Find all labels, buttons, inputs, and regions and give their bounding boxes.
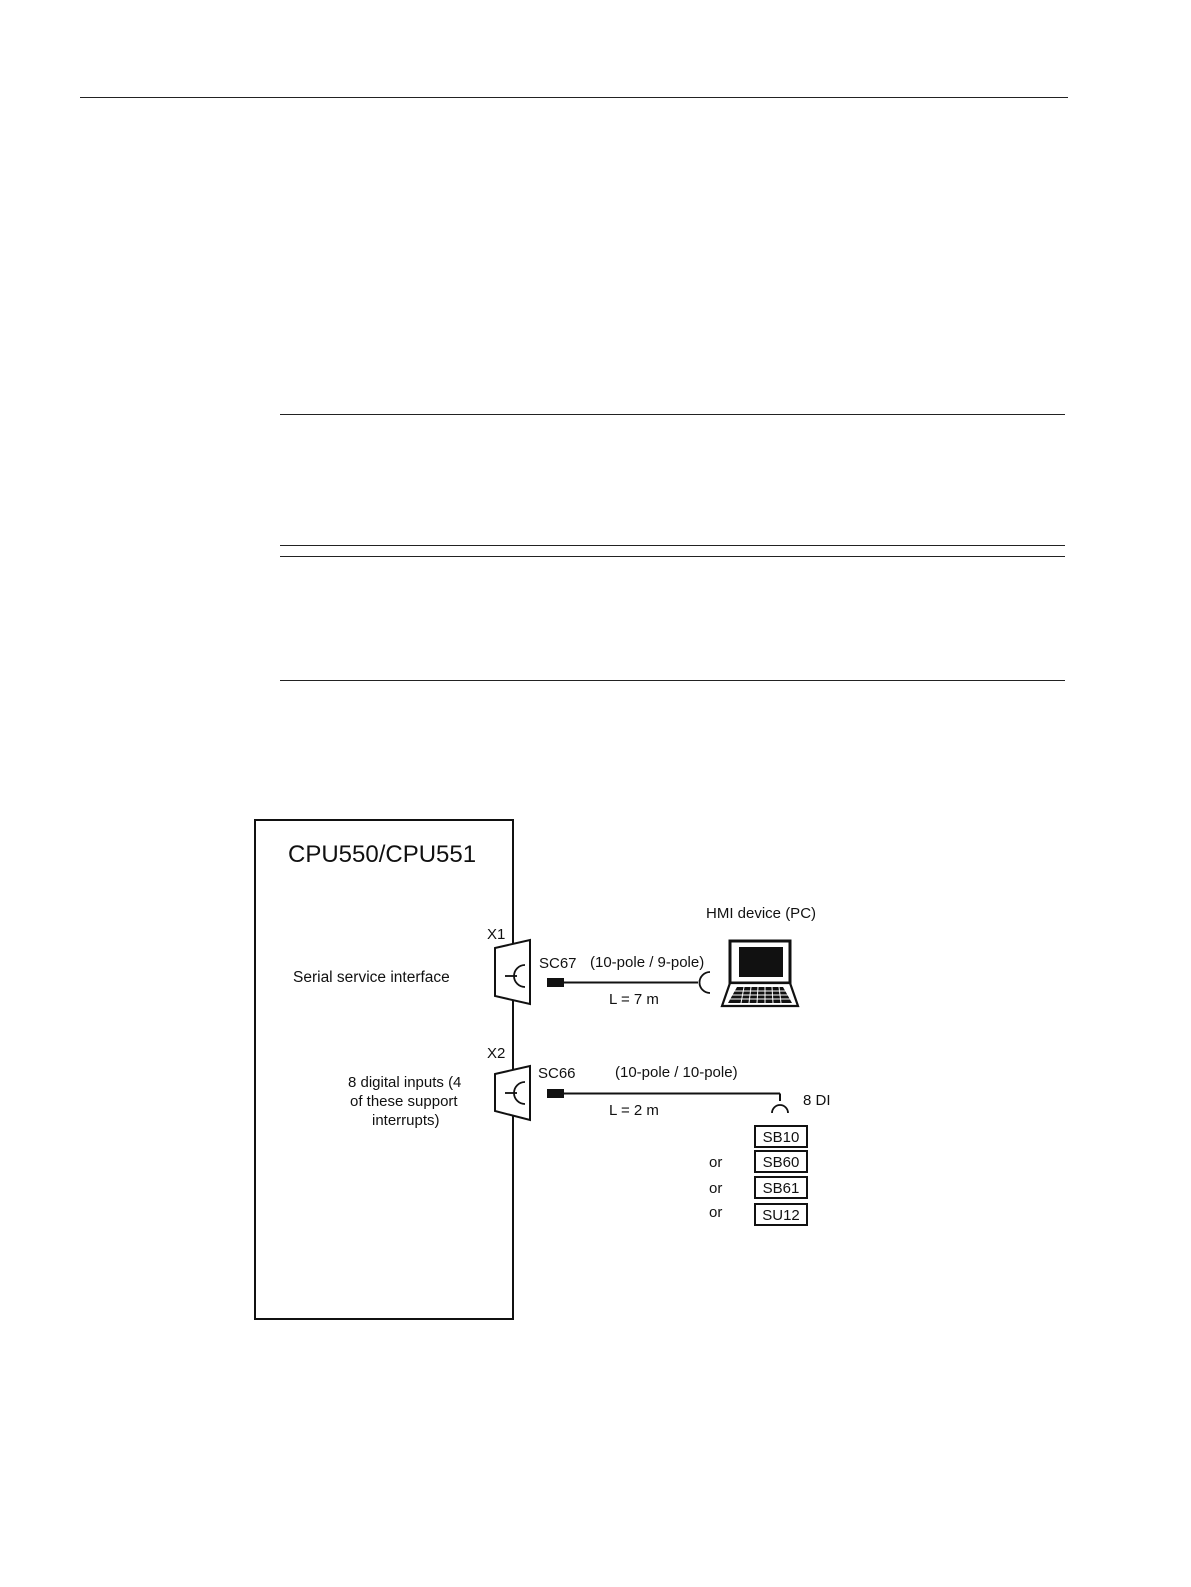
x1-cable-label: SC67 bbox=[539, 955, 577, 972]
laptop-icon bbox=[722, 941, 798, 1006]
hmi-device-label: HMI device (PC) bbox=[706, 905, 817, 922]
x1-interface-label: Serial service interface bbox=[293, 969, 450, 986]
cpu-title: CPU550/CPU551 bbox=[288, 841, 477, 868]
x2-port-label: X2 bbox=[487, 1045, 506, 1062]
module-option-sb60 bbox=[709, 1151, 807, 1172]
module-option-sb10 bbox=[755, 1126, 807, 1147]
x2-interface-line-3: interrupts) bbox=[372, 1112, 440, 1129]
x2-cable bbox=[547, 1089, 788, 1113]
x1-pole-label: (10-pole / 9-pole) bbox=[590, 954, 705, 971]
or-label: or bbox=[709, 1154, 723, 1171]
module-label: SB60 bbox=[762, 1154, 800, 1171]
cpu-module-box bbox=[255, 820, 513, 1319]
x2-length-label: L = 2 m bbox=[609, 1102, 659, 1119]
module-option-sb61 bbox=[709, 1177, 807, 1198]
module-label: SB61 bbox=[762, 1180, 800, 1197]
x2-connector bbox=[495, 1066, 530, 1120]
x2-pole-label: (10-pole / 10-pole) bbox=[615, 1064, 738, 1081]
x1-length-label: L = 7 m bbox=[609, 991, 659, 1008]
or-label: or bbox=[709, 1180, 723, 1197]
or-label: or bbox=[709, 1204, 723, 1221]
x2-cable-label: SC66 bbox=[538, 1065, 576, 1082]
x2-target-label: 8 DI bbox=[803, 1092, 831, 1109]
module-option-su12 bbox=[709, 1204, 807, 1225]
x1-connector bbox=[495, 940, 530, 1004]
x2-interface-line-2: of these support bbox=[350, 1093, 458, 1110]
module-label: SU12 bbox=[762, 1207, 800, 1224]
module-label: SB10 bbox=[762, 1129, 800, 1146]
x2-interface-line-1: 8 digital inputs (4 bbox=[348, 1074, 462, 1091]
x1-port-label: X1 bbox=[487, 926, 506, 943]
x1-cable bbox=[547, 972, 710, 993]
